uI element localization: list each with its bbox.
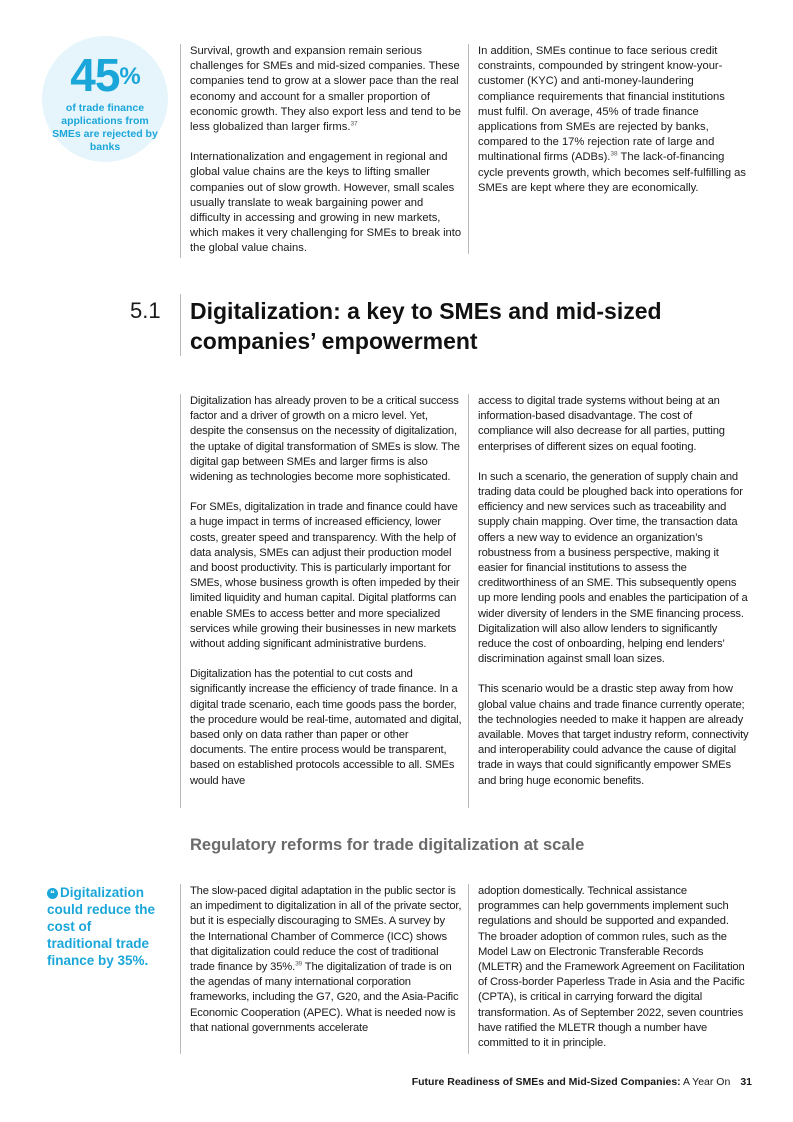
page-number: 31: [740, 1076, 752, 1088]
column-rule: [468, 394, 469, 808]
intro-left-column: [190, 44, 462, 257]
paragraph: access to digital trade systems without being at an information-based disadvantage. The cost of compliance will also decrease for all parties, putting enterprises of different sizes on equal footing.: [478, 395, 725, 453]
reg-left-column: [190, 884, 462, 1036]
pull-quote-text: Digitalization could reduce the cost of traditional trade finance by 35%.: [47, 885, 156, 968]
paragraph: adoption domestically. Technical assistance programmes can help governments implement such regulations and should be supported and expanded. The broader adoption of common rules, such as the Model Law on Electronic Transferable Records (MLETR) and the Framework Agreement on Facilitation of Cross-border Paperless Trade in Asia and the Pacific (CPTA), is critical in carrying forward the digital transformation. As of September 2022, seven countries have ratified the MLETR though a number have committed to it in principle.: [478, 885, 745, 1050]
paragraph: Digitalization has the potential to cut costs and significantly increase the efficiency of trade finance. In a digital trade scenario, each time goods pass the border, the procedure would be real-time, automated and digital, based only on data rather than paper or other documents. The entire process would be transparent, based on established protocols accessible to all. SMEs would have: [190, 668, 462, 787]
paragraph: This scenario would be a drastic step away from how global value chains and trade finance currently operate; the technologies needed to make it happen are already available. Moves that target industry reform, connectivity and interoperability could advance the cause of digital trade in ways that could significantly empower SMEs and bring huge economic benefits.: [478, 683, 749, 787]
body-right-column: [478, 394, 750, 789]
section-title: Digitalization: a key to SMEs and mid-sized companies’ empowerment: [190, 298, 662, 354]
column-rule: [468, 44, 469, 254]
column-rule: [468, 884, 469, 1054]
footnote-ref[interactable]: 38: [610, 150, 618, 158]
section-rule: [180, 294, 181, 356]
footnote-ref[interactable]: 37: [350, 120, 358, 128]
footnote-ref[interactable]: 39: [295, 960, 303, 968]
paragraph: The slow-paced digital adaptation in the public sector is an impediment to digitalization in all of the private sector, but it is especially discouraging to SMEs. A survey by the International Chamber of Commerce (ICC) shows that digitalization could reduce the cost of traditional trade finance by 35%.$^{39}$ The digitalization of trade is on the agendas of many international corporation frameworks, including the G7, G20, and the Asia-Pacific Economic Cooperation (APEC). What is needed now is that national governments accelerate: [190, 885, 462, 1034]
stat-callout: [42, 36, 168, 162]
pull-quote: [47, 884, 159, 969]
column-rule: [180, 394, 181, 808]
intro-right-column: [478, 44, 750, 196]
footer-title-rest: A Year On: [680, 1076, 731, 1088]
paragraph: Internationalization and engagement in regional and global value chains are the keys to lifting smaller companies out of slow growth. However, small scales usually translate to weak bargaining power and difficulty in accessing and growing in new markets, which makes it very challenging for SMEs to break into the global value chains.: [190, 151, 462, 255]
column-rule: [180, 884, 181, 1054]
footer-title-bold: Future Readiness of SMEs and Mid-Sized Companies:: [411, 1076, 681, 1088]
subheading: Regulatory reforms for trade digitalization at scale: [190, 836, 585, 854]
stat-caption: of trade finance applications from SMEs are rejected by banks: [52, 102, 158, 153]
section-number: 5.1: [130, 298, 161, 323]
page-footer: [412, 1076, 752, 1088]
column-rule: [180, 44, 181, 258]
reg-right-column: [478, 884, 750, 1051]
stat-unit: %: [119, 63, 140, 90]
paragraph: For SMEs, digitalization in trade and finance could have a huge impact in terms of increased efficiency, lower costs, greater speed and transparency. With the help of data analysis, SMEs can adjust their production model and boost productivity. This is particularly important for SMEs, whose business growth is often impeded by their limited liquidity and human capital. Digital platforms can enable SMEs to access better and more specialized services while growing their businesses in new markets without adding significant administrative burdens.: [190, 501, 460, 651]
stat-number: 45%: [70, 49, 140, 101]
body-left-column: [190, 394, 462, 789]
paragraph: Digitalization has already proven to be a critical success factor and a driver of growth on a micro level. Yet, despite the consensus on the necessity of digitalization, the uptake of digital transformation of SMEs is slow. The digital gap between SMEs and larger firms is also widening as technologies become more sophisticated.: [190, 395, 460, 484]
paragraph: In such a scenario, the generation of supply chain and trading data could be ploughed back into operations for efficiency and new services such as traceability and supply chain mapping. Over time, the transaction data offers a new way to evidence an organization’s robustness from a business perspective, making it easier for financial institutions to assess the creditworthiness of an SME. This subsequently opens up more lending pools and enables the participation of a wider diversity of lenders in the SME financing process. Digitalization will also allow lenders to significantly reduce the cost of onboarding, helping end lenders’ discrimination against small loan sizes.: [478, 470, 748, 666]
paragraph: Survival, growth and expansion remain serious challenges for SMEs and mid-sized companies. These companies tend to grow at a slower pace than the real economy and account for a smaller proportion of economic growth. They also export less and tend to be less globalized than larger firms.$^{37}$: [190, 45, 461, 134]
paragraph: In addition, SMEs continue to face serious credit constraints, compounded by stringent know-your-customer (KYC) and anti-money-laundering compliance requirements that financial institutions must fulfil. On average, 45% of trade finance applications from SMEs are rejected by banks, compared to the 17% rejection rate of large and multinational firms (ADBs).$^{38}$ The lack-of-financing cycle prevents growth, which becomes self-fulfilling as SMEs are kept where they are economically.: [478, 45, 746, 194]
quote-icon: ❝: [47, 888, 58, 899]
